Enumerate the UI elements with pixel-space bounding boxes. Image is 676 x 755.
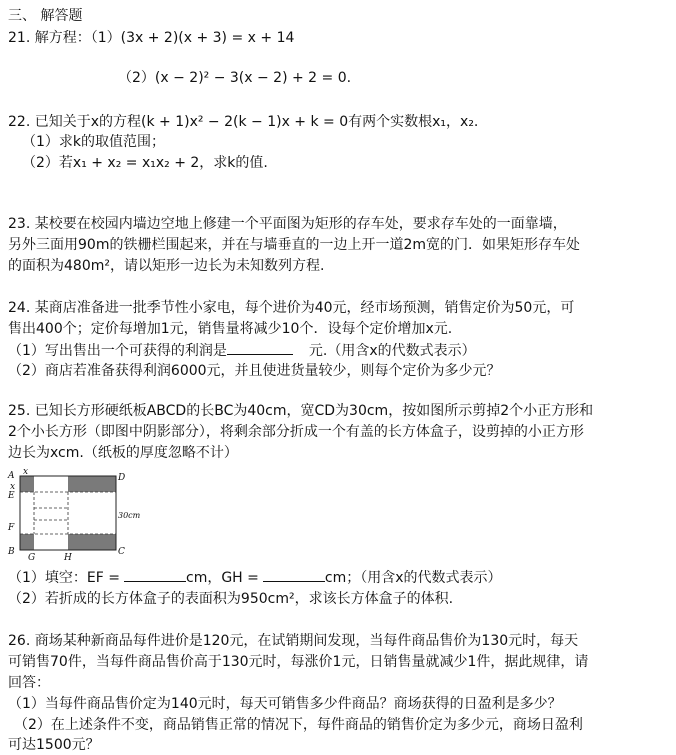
q24-line3 — [8, 340, 476, 361]
q26-line3: 回答： — [8, 675, 50, 691]
cardboard-diagram — [6, 468, 146, 562]
label-D: D — [118, 473, 126, 483]
cut-square-bottom-left — [20, 534, 34, 550]
q25-line5: （2）若折成的长方体盒子的表面积为950cm²，求该长方体盒子的体积. — [8, 591, 454, 607]
q21-line1: 21. 解方程：（1）(3x + 2)(x + 3) = x + 14 — [8, 30, 295, 46]
q26-line4: （1）当每件商品售价定为140元时，每天可销售多少件商品？商场获得的日盈利是多少？ — [8, 696, 562, 712]
q24-line4: （2）商店若准备获得利润6000元，并且使进货量较少，则每个定价为多少元？ — [8, 363, 501, 379]
q23-line3: 的面积为480m²，请以矩形一边长为未知数列方程. — [8, 258, 325, 274]
q21-line2: （2）(x − 2)² − 3(x − 2) + 2 = 0. — [118, 70, 352, 86]
q25-fill-line — [8, 567, 502, 588]
q26-line5: （2）在上述条件不变，商品销售正常的情况下，每件商品的销售价定为多少元，商场日盈利 — [14, 717, 583, 733]
q23-line2: 另外三面用90m的铁栅栏围起来，并在与墙垂直的一边上开一道2m宽的门．如果矩形存车处 — [8, 237, 580, 253]
label-A: A — [8, 471, 15, 481]
cut-square-top-left — [20, 476, 34, 492]
answer-blank-gh[interactable] — [263, 567, 325, 582]
cut-rect-bottom-right — [68, 534, 116, 550]
label-G: G — [28, 553, 36, 562]
label-x-top: x — [23, 468, 29, 477]
q26-line6: 可达1500元？ — [8, 737, 100, 753]
q22-line2: （1）求k的取值范围； — [22, 134, 166, 150]
section-title: 三、 解答题 — [8, 8, 83, 24]
q24-line1: 24. 某商店准备进一批季节性小家电，每个进价为40元，经市场预测，销售定价为50元，可 — [8, 300, 575, 316]
answer-blank[interactable] — [227, 340, 293, 355]
answer-blank-ef[interactable] — [124, 567, 186, 582]
q25-line2: 2个小长方形（即图中阴影部分），将剩余部分折成一个有盖的长方体盒子，设剪掉的小正方形 — [8, 424, 584, 440]
label-B: B — [8, 547, 15, 557]
q25-line3: 边长为xcm.（纸板的厚度忽略不计） — [8, 445, 238, 461]
fold-lines — [20, 492, 116, 534]
q22-line3: （2）若x₁ + x₂ = x₁x₂ + 2，求k的值. — [22, 155, 268, 171]
q24-line2: 售出400个；定价每增加1元，销售量将减少10个．设每个定价增加x元. — [8, 321, 453, 337]
q25-fill-a: （1）填空：EF = — [8, 570, 120, 586]
label-F: F — [8, 523, 15, 533]
q25-fill-b: cm，GH = — [186, 570, 259, 586]
q25-fill-c: cm；（用含x的代数式表示） — [324, 570, 502, 586]
q25-line1: 25. 已知长方形硬纸板ABCD的长BC为40cm，宽CD为30cm，按如图所示剪掉2个小正方形和 — [8, 403, 594, 419]
label-width: 30cm — [118, 511, 141, 520]
q24-fill-prefix: （1）写出售出一个可获得的利润是 — [8, 343, 227, 359]
label-C: C — [118, 547, 125, 557]
q24-fill-suffix: 元.（用含x的代数式表示） — [308, 343, 476, 359]
label-E: E — [8, 491, 15, 501]
label-H: H — [64, 553, 72, 562]
q23-line1: 23. 某校要在校园内墙边空地上修建一个平面图为矩形的存车处，要求存车处的一面靠墙， — [8, 216, 567, 232]
q22-line1: 22. 已知关于x的方程(k + 1)x² − 2(k − 1)x + k = 0有两个实数根x₁，x₂. — [8, 114, 479, 130]
label-x-left: x — [10, 482, 16, 492]
q26-line1: 26. 商场某种新商品每件进价是120元，在试销期间发现，当每件商品售价为130元时，每天 — [8, 633, 579, 649]
q26-line2: 可销售70件，当每件商品售价高于130元时，每涨价1元，日销售量就减少1件，据此规律，请 — [8, 654, 589, 670]
cut-rect-top-right — [68, 476, 116, 492]
